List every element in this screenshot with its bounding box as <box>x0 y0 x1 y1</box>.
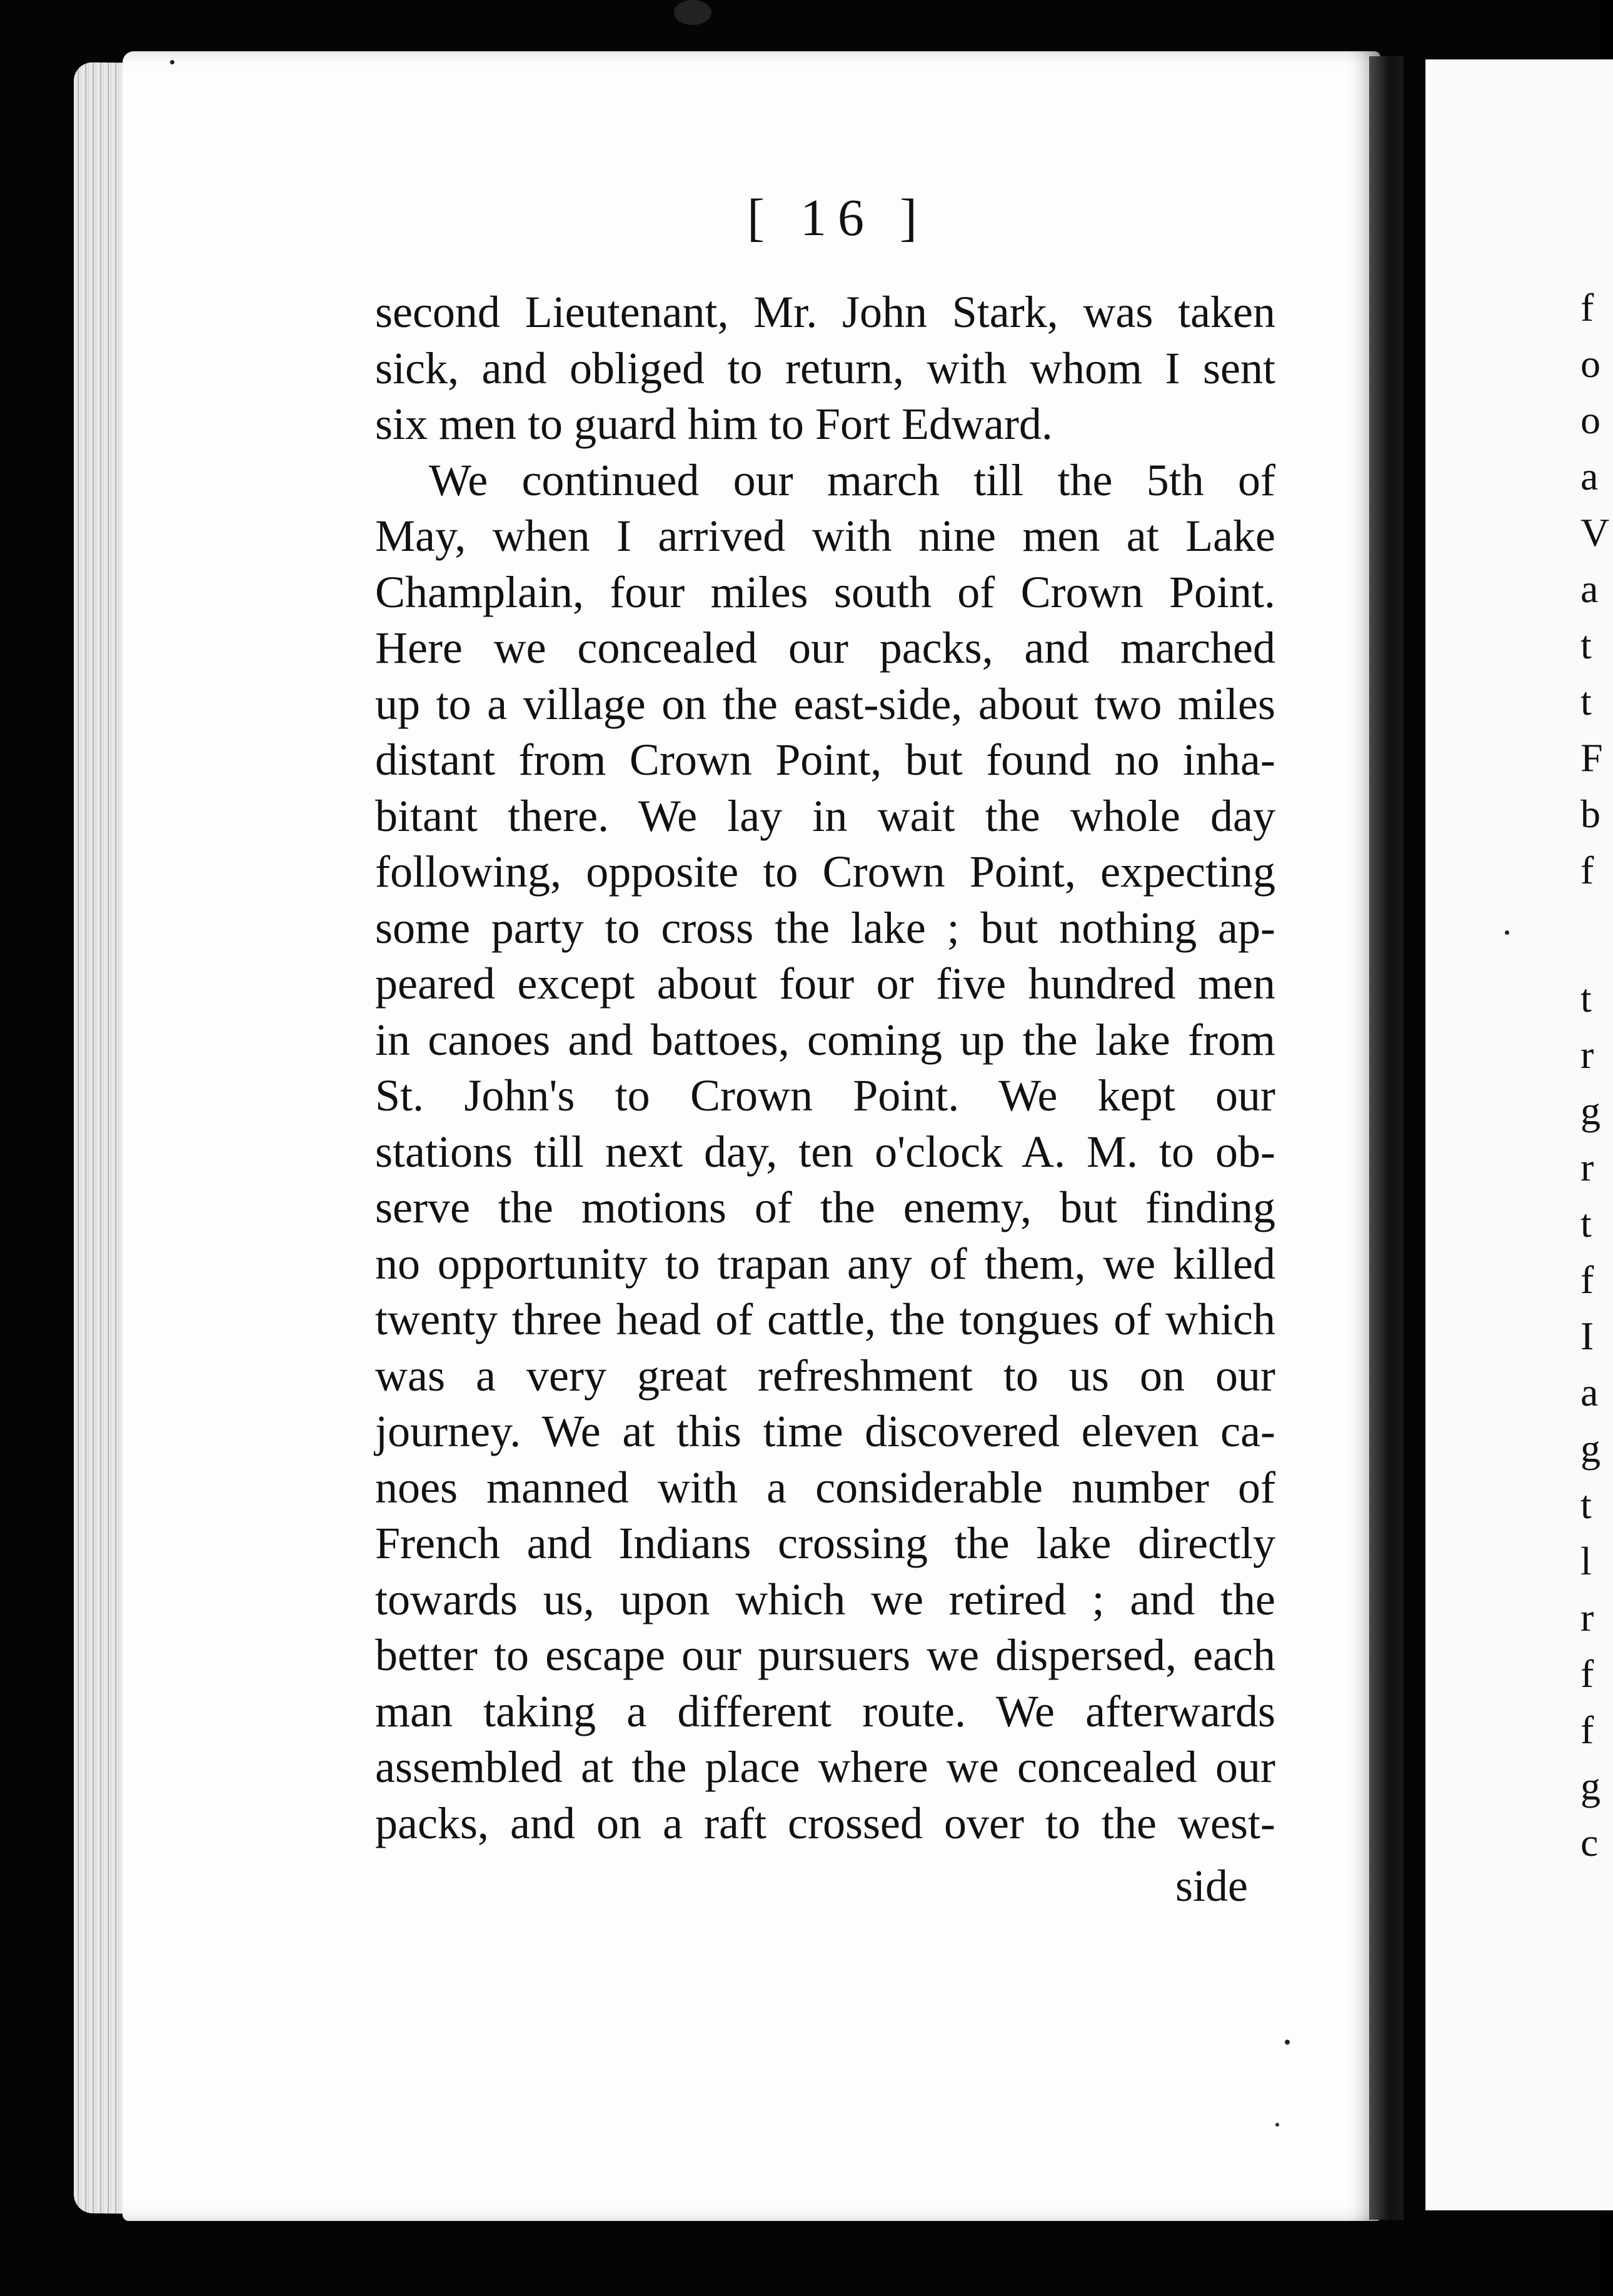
text-line: We continued our march till the 5th of <box>429 455 1275 505</box>
facing-page-letter: t <box>1580 976 1592 1020</box>
facing-page-letter: b <box>1580 792 1600 836</box>
text-line: six men to guard him to Fort Edward. <box>375 399 1053 449</box>
text-line: no opportunity to trapan any of them, we killed <box>375 1238 1275 1289</box>
facing-page-letter: a <box>1580 566 1599 611</box>
scan-speck <box>1275 2123 1279 2127</box>
text-line: in canoes and battoes, coming up the lake from <box>375 1014 1275 1065</box>
scan-speck <box>674 0 711 25</box>
facing-page-letter: t <box>1580 1483 1592 1527</box>
text-line: assembled at the place where we concealed our <box>375 1742 1275 1792</box>
page-number-header: [ 16 ] <box>747 189 928 247</box>
facing-page-letter: I <box>1580 1314 1594 1358</box>
facing-page-letter: f <box>1580 1257 1594 1302</box>
facing-page-letter: t <box>1580 623 1592 667</box>
facing-page-letter: g <box>1580 1426 1600 1471</box>
text-line: noes manned with a considerable number of <box>375 1462 1275 1513</box>
facing-page-letter: r <box>1580 1145 1594 1189</box>
text-line: man taking a different route. We afterwards <box>375 1686 1275 1736</box>
facing-page-letter: l <box>1580 1539 1592 1583</box>
facing-page-letter: f <box>1580 1708 1594 1752</box>
facing-page-letter: r <box>1580 1595 1594 1639</box>
page-body-text <box>375 284 1275 1851</box>
text-line: packs, and on a raft crossed over to the west- <box>375 1798 1275 1848</box>
facing-page-letter: t <box>1580 1201 1592 1246</box>
text-line: bitant there. We lay in wait the whole day <box>375 790 1275 841</box>
text-line: May, when I arrived with nine men at Lake <box>375 511 1275 561</box>
text-line: serve the motions of the enemy, but finding <box>375 1182 1275 1232</box>
facing-page-letter: r <box>1580 1032 1594 1077</box>
text-line: towards us, upon which we retired ; and the <box>375 1574 1275 1624</box>
facing-page-letter: t <box>1580 679 1592 723</box>
facing-page-letter: f <box>1580 285 1594 330</box>
text-line: twenty three head of cattle, the tongues of which <box>375 1294 1275 1344</box>
text-line: peared except about four or five hundred men <box>375 959 1275 1009</box>
text-line: sick, and obliged to return, with whom I sent <box>375 343 1275 393</box>
facing-page-letter: o <box>1580 341 1600 386</box>
facing-page-letter: V <box>1580 510 1610 555</box>
text-line: second Lieutenant, Mr. John Stark, was taken <box>375 287 1275 337</box>
facing-page-letter: f <box>1580 848 1594 892</box>
scan-speck <box>1505 930 1509 935</box>
facing-page-letter: o <box>1580 398 1600 442</box>
scan-speck <box>170 60 174 64</box>
text-line: some party to cross the lake ; but nothing ap- <box>375 902 1275 953</box>
facing-page-letter: c <box>1580 1820 1599 1865</box>
text-line: journey. We at this time discovered eleven ca- <box>375 1406 1275 1456</box>
text-line: Here we concealed our packs, and marched <box>375 623 1275 673</box>
text-line: was a very great refreshment to us on our <box>375 1350 1275 1401</box>
book-gutter <box>1369 56 1404 2220</box>
text-line: St. John's to Crown Point. We kept our <box>375 1070 1275 1120</box>
text-line: following, opposite to Crown Point, expecting <box>375 847 1275 897</box>
facing-page-letter: a <box>1580 454 1599 498</box>
catchword: side <box>1175 1861 1248 1911</box>
text-line: up to a village on the east-side, about two miles <box>375 678 1275 729</box>
text-line: French and Indians crossing the lake directly <box>375 1518 1275 1568</box>
facing-page-letter: F <box>1580 735 1603 780</box>
scan-speck <box>1285 2040 1290 2045</box>
text-line: Champlain, four miles south of Crown Point. <box>375 566 1275 617</box>
facing-page-letter: g <box>1580 1764 1600 1808</box>
text-line: distant from Crown Point, but found no inha- <box>375 735 1275 785</box>
facing-page-letter: g <box>1580 1089 1600 1133</box>
text-line: better to escape our pursuers we dispersed, each <box>375 1630 1275 1680</box>
facing-page-letter: a <box>1580 1370 1599 1414</box>
text-line: stations till next day, ten o'clock A. M. to ob- <box>375 1126 1275 1177</box>
facing-page-letter: f <box>1580 1651 1594 1696</box>
